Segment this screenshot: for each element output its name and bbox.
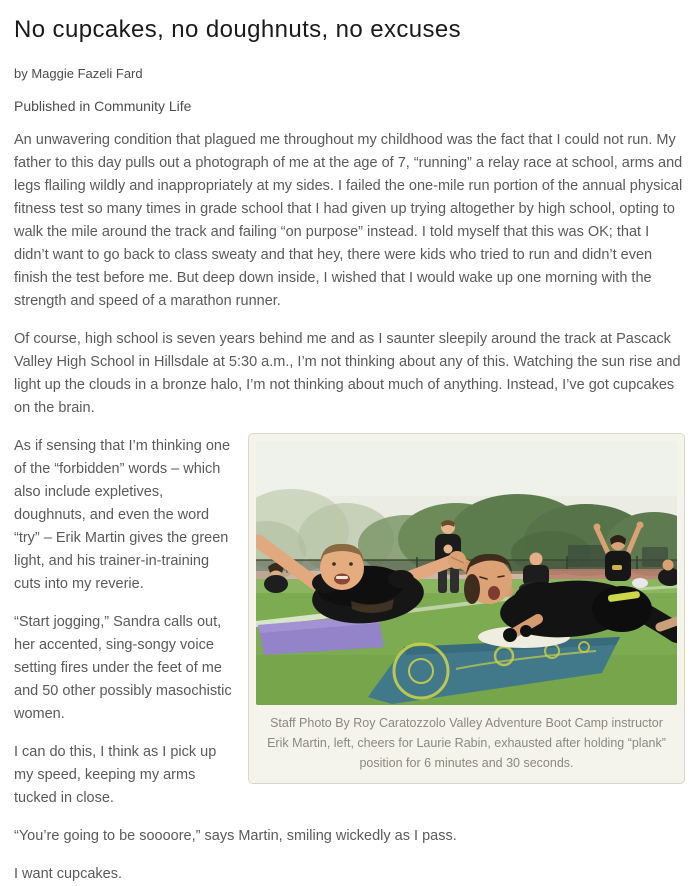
page-title: No cupcakes, no doughnuts, no excuses <box>14 16 462 43</box>
paragraph-i-can-do-this: I can do this, I think as I pick up my speed, keeping my arms tucked in close. <box>14 744 217 806</box>
byline: by Maggie Fazeli Fard <box>14 66 143 81</box>
paragraph-i-want-cupcakes: I want cupcakes. <box>14 866 122 882</box>
photo-frame <box>248 433 685 784</box>
paragraph-soooore: “You’re going to be soooore,” says Martin, smiling wickedly as I pass. <box>14 828 457 844</box>
article-photo <box>256 441 677 705</box>
boot-camp-photo-illustration <box>256 441 677 705</box>
paragraph-childhood: An unwavering condition that plagued me throughout my childhood was the fact that I could not run. My father to this day pulls out a photograph of me at the age of 7, “running” a relay race at school, arms and legs flailing wildly and inappropriately at my sides. I failed the one-mile run portion of the annual physical fitness test so many times in grade school that I had given up trying altogether by high school, opting to walk the mile around the track and failing “on purpose” instead. I told myself that this was OK; that I didn’t want to go back to class sweaty and that hey, there were kids who tried to run and didn’t even finish the test before me. But deep down inside, I wished that I would wake up one morning with the strength and speed of a marathon runner. <box>14 132 683 309</box>
paragraph-forbidden-words: As if sensing that I’m thinking one of the “forbidden” words – which also include expletives, doughnuts, and even the word “try” – Erik Martin gives the green light, and his trainer-in-training cuts into my reverie. <box>14 438 231 592</box>
photo-caption: Staff Photo By Roy Caratozzolo Valley Adventure Boot Camp instructor Erik Martin, left, cheers for Laurie Rabin, exhausted after holding “plank” position for 6 minutes and 30 seconds. <box>267 716 666 770</box>
paragraph-start-jogging: “Start jogging,” Sandra calls out, her accented, sing-songy voice setting fires under the feet of me and 50 other possibly masochistic women. <box>14 614 232 722</box>
published-in-line: Published in Community Life <box>14 98 192 114</box>
paragraph-track: Of course, high school is seven years behind me and as I saunter sleepily around the track at Pascack Valley High School in Hillsdale at 5:30 a.m., I’m not thinking about any of this. Watching the sun rise and light up the clouds in a bronze halo, I’m not thinking about much of anything. Instead, I’ve got cupcakes on the brain. <box>14 331 681 416</box>
